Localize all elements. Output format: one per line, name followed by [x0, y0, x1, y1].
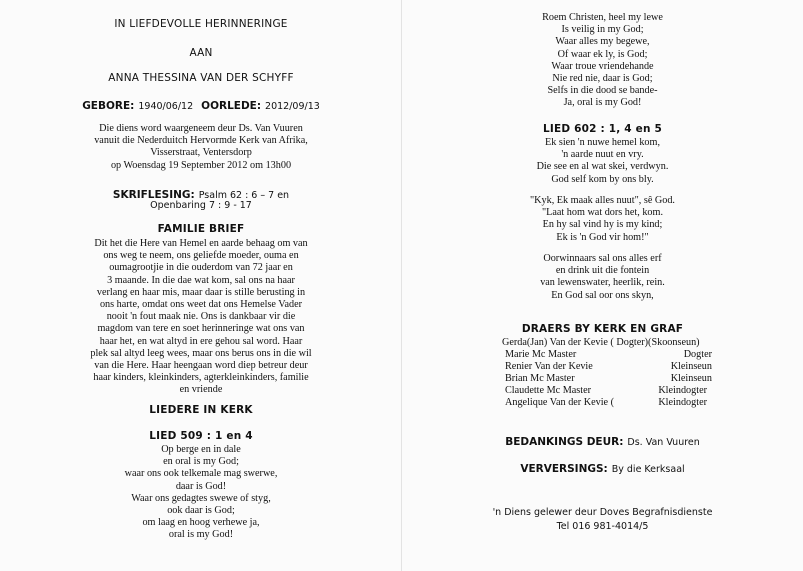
- lyric-line: oral is my God!: [168, 529, 234, 541]
- lyric-line: en drink uit die fontein: [555, 265, 650, 277]
- letter-line: magdom van tere en soet herinneringe wat ons van: [97, 323, 305, 335]
- memorial-title-aan: AAN: [189, 47, 213, 59]
- lyric-line: God self kom by ons bly.: [551, 173, 654, 185]
- lyric-line: En hy sal vind hy is my kind;: [542, 219, 663, 231]
- song-509-lyrics-continued: [402, 12, 803, 110]
- service-details: [0, 123, 402, 172]
- thanks-line: [402, 432, 803, 450]
- undertaker-phone: Tel 016 981-4014/5: [556, 521, 649, 532]
- lyric-line: Die see en al wat skei, verdwyn.: [536, 161, 669, 173]
- letter-line: ons weg te neem, ons geliefde moeder, ouma en: [103, 250, 299, 262]
- family-letter: [0, 238, 402, 397]
- bearer-relation: Kleinseun: [670, 373, 712, 384]
- lyric-line: "Kyk, Ek maak alles nuut", sê God.: [530, 195, 675, 206]
- lyric-line: daar is God!: [175, 480, 227, 492]
- bearer-relation: Kleindogter: [658, 397, 707, 408]
- lyric-line: ook daar is God;: [167, 505, 235, 517]
- deceased-name: ANNA THESSINA VAN DER SCHYFF: [108, 72, 294, 84]
- bearer-name: Gerda(Jan) Van der Kevie ( Dogter)(Skoonseun): [502, 337, 700, 348]
- family-letter-heading: FAMILIE BRIEF: [157, 223, 245, 235]
- lyric-line: Waar ons gedagtes swewe of styg,: [131, 492, 271, 504]
- letter-line: Dit het die Here van Hemel en aarde behaag om van: [94, 238, 308, 249]
- lyric-line: Waar alles my begewe,: [555, 36, 650, 48]
- song-602-verse-2: [402, 195, 803, 244]
- memorial-title: IN LIEFDEVOLLE HERINNERINGE: [114, 18, 288, 30]
- song-602-verse-3: [402, 253, 803, 302]
- service-line: Visserstraat, Ventersdorp: [150, 147, 252, 159]
- born-label: GEBORE:: [82, 100, 135, 112]
- lyric-line: waar ons ook telkemale mag swerwe,: [124, 468, 278, 480]
- lyric-line: Nie red nie, daar is God;: [552, 73, 653, 85]
- bearer-name: Brian Mc Master: [505, 373, 575, 384]
- bearer-name: Angelique Van der Kevie (: [505, 397, 615, 408]
- lyric-line: van lewenswater, heerlik, rein.: [540, 277, 665, 289]
- letter-line: en vriende: [179, 384, 223, 396]
- lyric-line: Is veilig in my God;: [561, 24, 644, 36]
- letter-line: nooit 'n fout maak nie. Ons is dankbaar vir die: [106, 311, 296, 323]
- service-line: op Woensdag 19 September 2012 om 13h00: [110, 159, 292, 171]
- letter-line: van die Here. Haar heengaan word diep betreur deur: [94, 360, 308, 372]
- letter-line: haar het, en wat altyd in ere gehou sal word. Haar: [99, 335, 303, 347]
- bearers-heading: DRAERS BY KERK EN GRAF: [521, 323, 684, 335]
- letter-line: verlang en haar mis, maar daar is stille berusting in: [96, 286, 306, 298]
- refreshments-value: By die Kerksaal: [611, 464, 685, 475]
- refreshments-line: [402, 459, 803, 477]
- lyric-line: Ja, oral is my God!: [563, 97, 642, 109]
- letter-line: oumagrootjie in die ouderdom van 72 jaar en: [109, 262, 293, 274]
- letter-line: ons harte, omdat ons weet dat ons Hemelse Vader: [99, 299, 303, 311]
- bearer-relation: Dogter: [683, 349, 712, 360]
- lyric-line: Selfs in die dood se bande-: [547, 85, 658, 97]
- song-602-heading: LIED 602 : 1, 4 en 5: [542, 123, 663, 135]
- dates-line: [0, 96, 402, 114]
- lyric-line: En God sal oor ons skyn,: [551, 289, 654, 301]
- born-value: 1940/06/12: [138, 101, 194, 112]
- lyric-line: Of waar ek ly, is God;: [557, 48, 648, 60]
- bearer-relation: Kleinseun: [670, 361, 712, 372]
- undertaker-footer: [402, 506, 803, 534]
- songs-heading: LIEDERE IN KERK: [149, 404, 253, 416]
- undertaker-name: 'n Diens gelewer deur Doves Begrafnisdienste: [492, 507, 713, 518]
- song-602-verse-1: [402, 137, 803, 186]
- song-509-lyrics: [0, 444, 402, 542]
- died-label: OORLEDE:: [201, 100, 262, 112]
- lyric-line: om laag en hoog verhewe ja,: [142, 517, 260, 529]
- letter-line: haar kinders, kleinkinders, agterkleinkinders, familie: [93, 372, 309, 384]
- thanks-value: Ds. Van Vuuren: [627, 437, 700, 448]
- lyric-line: Ek sien 'n nuwe hemel kom,: [544, 137, 660, 148]
- bearer-relation: Kleindogter: [658, 385, 707, 396]
- lyric-line: Roem Christen, heel my lewe: [542, 12, 663, 23]
- lyric-line: Ek is 'n God vir hom!": [556, 231, 649, 243]
- lyric-line: "Laat hom wat dors het, kom.: [541, 207, 663, 219]
- thanks-label: BEDANKINGS DEUR:: [505, 436, 624, 448]
- lyric-line: Oorwinnaars sal ons alles erf: [543, 253, 662, 264]
- lyric-line: Op berge en in dale: [161, 444, 241, 455]
- lyric-line: 'n aarde nuut en vry.: [561, 149, 644, 161]
- refreshments-label: VERVERSINGS:: [520, 463, 608, 475]
- letter-line: 3 maande. In die dae wat kom, sal ons na haar: [107, 274, 295, 286]
- bearer-name: Claudette Mc Master: [505, 385, 592, 396]
- bearer-name: Marie Mc Master: [505, 349, 577, 360]
- scripture-label: SKRIFLESING:: [112, 189, 195, 201]
- died-value: 2012/09/13: [265, 101, 320, 112]
- song-509-heading: LIED 509 : 1 en 4: [149, 430, 253, 442]
- letter-line: plek sal altyd leeg wees, maar ons berus ons in die wil: [90, 347, 312, 359]
- service-line: Die diens word waargeneem deur Ds. Van Vuuren: [99, 123, 303, 134]
- scripture-value: Psalm 62 : 6 – 7 en: [198, 190, 290, 201]
- lyric-line: en oral is my God;: [163, 456, 239, 468]
- service-line: vanuit die Nederduitch Hervormde Kerk van Afrika,: [94, 135, 308, 147]
- lyric-line: Waar troue vriendehande: [551, 60, 654, 72]
- scripture-value-2: Openbaring 7 : 9 - 17: [150, 200, 252, 211]
- bearer-name: Renier Van der Kevie: [505, 361, 593, 372]
